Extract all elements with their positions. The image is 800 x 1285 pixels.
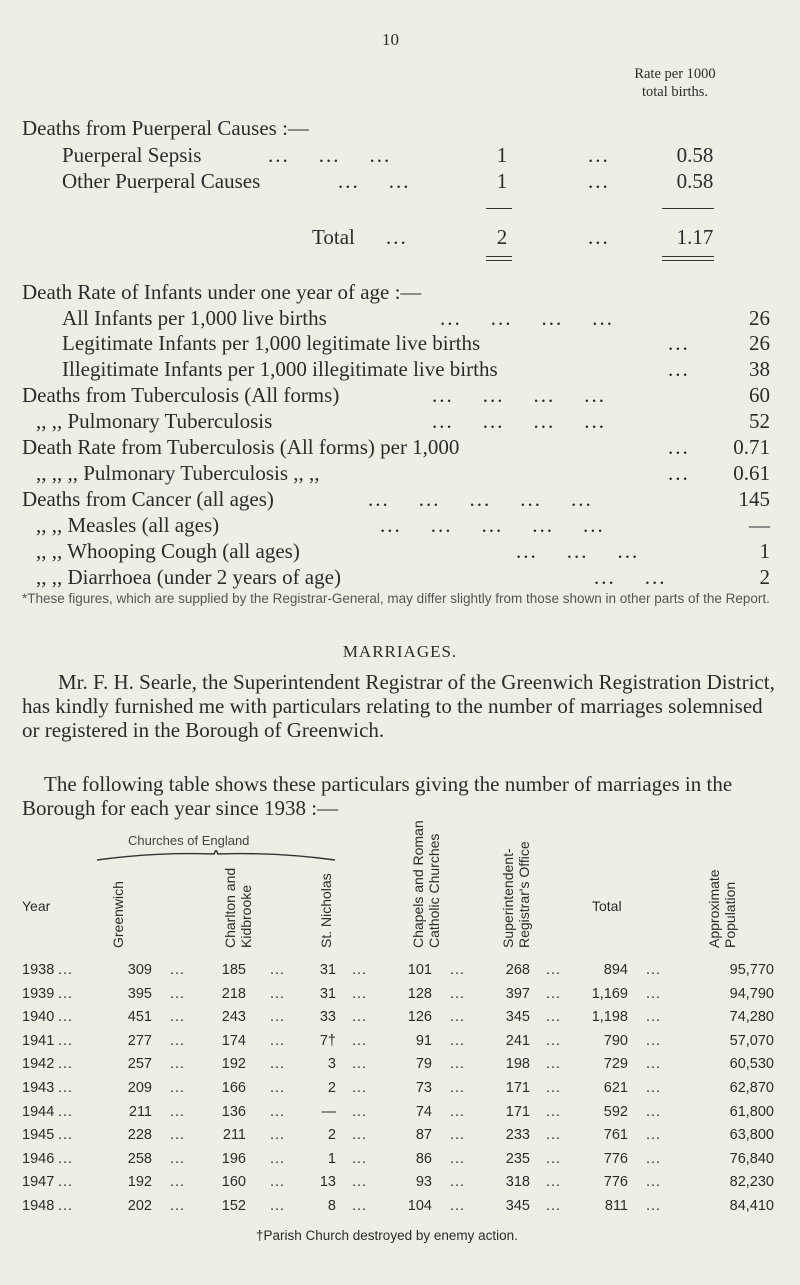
leader-dots: ... (546, 1150, 562, 1167)
cell-year: 1947 (22, 1174, 55, 1191)
cell-stnicholas: 8 (327, 1198, 336, 1214)
leader-dots: ... (450, 1032, 466, 1049)
stat-label: ,, ,, Whooping Cough (all ages) (36, 539, 300, 563)
leader-dots: ... (352, 1056, 368, 1073)
stat-label: Deaths from Cancer (all ages) (22, 487, 274, 511)
cell-total: 761 (603, 1127, 628, 1144)
leader-dots: ... (352, 1032, 368, 1049)
cell-total: 894 (603, 962, 628, 978)
group-brace (96, 850, 336, 862)
leader-dots: ... (546, 1127, 562, 1144)
leader-dots: ... ... ... (268, 143, 392, 167)
stat-value: 52 (749, 409, 770, 433)
cell-population: 84,410 (729, 1198, 774, 1214)
leader-dots: ... (668, 357, 690, 381)
leader-dots: ... (270, 962, 286, 978)
cell-total: 729 (603, 1056, 628, 1073)
leader-dots: ... (170, 1174, 186, 1191)
row-count: 1 (496, 169, 508, 193)
leader-dots: ... (546, 1103, 562, 1120)
leader-dots: ... (546, 1009, 562, 1026)
cell-registrar: 397 (505, 985, 530, 1002)
row-count: 1 (496, 143, 508, 167)
marriages-paragraph-2: The following table shows these particulars giving the number of marriages in the Borough for each year since 1938 :— (22, 772, 733, 820)
cell-year: 1945 (22, 1127, 55, 1144)
rate-double-rule (662, 256, 714, 261)
cell-charlton: 218 (221, 985, 246, 1002)
stat-value: — (749, 513, 770, 537)
leader-dots: ... (646, 1103, 662, 1120)
cell-registrar: 171 (505, 1080, 530, 1096)
leader-dots: ... (352, 962, 368, 978)
cell-population: 57,070 (729, 1032, 774, 1049)
cell-population: 82,230 (729, 1174, 774, 1191)
leader-dots: ... (546, 1174, 562, 1191)
leader-dots: ... ... ... (516, 539, 640, 563)
table-footnote: †Parish Church destroyed by enemy action. (256, 1228, 518, 1243)
cell-total: 776 (603, 1174, 628, 1191)
cell-population: 74,280 (729, 1009, 774, 1026)
cell-stnicholas: 7† (319, 1032, 336, 1049)
leader-dots: ... (58, 1127, 74, 1144)
leader-dots: ... (170, 985, 186, 1002)
cell-year: 1942 (22, 1056, 55, 1073)
leader-dots: ... (646, 1174, 662, 1191)
cell-stnicholas: 3 (327, 1056, 336, 1073)
leader-dots: ... (386, 225, 408, 249)
total-count: 2 (496, 225, 508, 249)
leader-dots: ... (58, 1032, 74, 1049)
stat-label: All Infants per 1,000 live births (62, 306, 327, 330)
cell-stnicholas: 33 (319, 1009, 336, 1026)
leader-dots: ... (352, 1009, 368, 1026)
cell-charlton: 174 (221, 1032, 246, 1049)
header-total: Total (592, 898, 622, 914)
leader-dots: ... ... (338, 169, 411, 193)
infant-heading: Death Rate of Infants under one year of age :— (22, 280, 422, 304)
cell-registrar: 241 (505, 1032, 530, 1049)
cell-population: 61,800 (729, 1103, 774, 1120)
count-rule (486, 208, 512, 209)
leader-dots: ... ... ... ... ... (368, 487, 593, 511)
leader-dots: ... (546, 1056, 562, 1073)
leader-dots: ... ... (594, 565, 667, 589)
leader-dots: ... (450, 1198, 466, 1214)
leader-dots: ... (170, 962, 186, 978)
leader-dots: ... (546, 962, 562, 978)
cell-charlton: 243 (221, 1009, 246, 1026)
stat-value: 38 (749, 357, 770, 381)
cell-registrar: 345 (505, 1198, 530, 1214)
leader-dots: ... (58, 1103, 74, 1120)
cell-chapels: 128 (407, 985, 432, 1002)
cell-registrar: 345 (505, 1009, 530, 1026)
cell-chapels: 87 (415, 1127, 432, 1144)
leader-dots: ... (588, 143, 610, 167)
leader-dots: ... (270, 1127, 286, 1144)
row-rate: 0.58 (676, 169, 714, 193)
leader-dots: ... (546, 1198, 562, 1214)
cell-registrar: 318 (505, 1174, 530, 1191)
leader-dots: ... (352, 1080, 368, 1096)
leader-dots: ... (270, 1009, 286, 1026)
cell-chapels: 73 (415, 1080, 432, 1096)
cell-year: 1939 (22, 985, 55, 1002)
cell-greenwich: 209 (127, 1080, 152, 1096)
stat-value: 1 (759, 539, 770, 563)
footnote: *These figures, which are supplied by the Registrar-General, may differ slightly from those shown in other parts of the Report. (22, 591, 770, 606)
leader-dots: ... (450, 1103, 466, 1120)
leader-dots: ... (352, 1127, 368, 1144)
marriages-paragraph-1: Mr. F. H. Searle, the Superintendent Registrar of the Greenwich Registration District, has kindly furnished me with particulars relating to the number of marriages solemnised or registered in the Borough of Greenwich. (22, 670, 775, 742)
leader-dots: ... (646, 1080, 662, 1096)
leader-dots: ... (450, 962, 466, 978)
cell-stnicholas: 31 (319, 962, 336, 978)
leader-dots: ... (450, 1174, 466, 1191)
cell-greenwich: 395 (127, 985, 152, 1002)
leader-dots: ... (58, 1198, 74, 1214)
cell-chapels: 101 (407, 962, 432, 978)
leader-dots: ... (646, 1127, 662, 1144)
leader-dots: ... (546, 1080, 562, 1096)
cell-total: 592 (603, 1103, 628, 1120)
marriages-heading: MARRIAGES. (342, 642, 458, 661)
cell-population: 63,800 (729, 1127, 774, 1144)
cell-population: 95,770 (729, 962, 774, 978)
leader-dots: ... (58, 1056, 74, 1073)
cell-greenwich: 277 (127, 1032, 152, 1049)
leader-dots: ... (546, 1032, 562, 1049)
cell-total: 1,169 (591, 985, 628, 1002)
cell-year: 1941 (22, 1032, 55, 1049)
leader-dots: ... (270, 1150, 286, 1167)
row-rate: 0.58 (676, 143, 714, 167)
leader-dots: ... (352, 1150, 368, 1167)
cell-charlton: 211 (222, 1127, 246, 1144)
cell-total: 776 (603, 1150, 628, 1167)
cell-population: 62,870 (729, 1080, 774, 1096)
leader-dots: ... (270, 1198, 286, 1214)
leader-dots: ... (58, 1174, 74, 1191)
cell-total: 811 (604, 1198, 628, 1214)
cell-stnicholas: 1 (327, 1150, 336, 1167)
cell-greenwich: 257 (127, 1056, 152, 1073)
leader-dots: ... (352, 1174, 368, 1191)
leader-dots: ... (270, 1103, 286, 1120)
leader-dots: ... (352, 1103, 368, 1120)
cell-registrar: 268 (505, 962, 530, 978)
cell-registrar: 171 (505, 1103, 530, 1120)
leader-dots: ... ... ... ... ... (380, 513, 605, 537)
cell-population: 94,790 (729, 985, 774, 1002)
cell-registrar: 198 (505, 1056, 530, 1073)
header-population: Approximate Population (706, 869, 738, 948)
cell-greenwich: 192 (127, 1174, 152, 1191)
cell-greenwich: 211 (128, 1103, 152, 1120)
header-year: Year (22, 898, 51, 914)
group-header: Churches of England (128, 833, 250, 848)
leader-dots: ... (646, 1032, 662, 1049)
leader-dots: ... (450, 1127, 466, 1144)
stat-value: 0.71 (733, 435, 770, 459)
leader-dots: ... (170, 1103, 186, 1120)
cell-charlton: 152 (221, 1198, 246, 1214)
cell-charlton: 166 (221, 1080, 246, 1096)
cell-registrar: 233 (505, 1127, 530, 1144)
leader-dots: ... (668, 331, 690, 355)
leader-dots: ... (170, 1009, 186, 1026)
leader-dots: ... (646, 962, 662, 978)
leader-dots: ... (270, 1056, 286, 1073)
page-number: 10 (382, 30, 399, 49)
cell-charlton: 185 (221, 962, 246, 978)
cell-total: 790 (603, 1032, 628, 1049)
puerperal-heading: Deaths from Puerperal Causes :— (22, 116, 309, 140)
leader-dots: ... ... ... ... (432, 383, 606, 407)
leader-dots: ... (170, 1032, 186, 1049)
leader-dots: ... (58, 1080, 74, 1096)
cell-year: 1948 (22, 1198, 55, 1214)
cell-chapels: 74 (415, 1103, 432, 1120)
leader-dots: ... (270, 1174, 286, 1191)
stat-label: ,, ,, Diarrhoea (under 2 years of age) (36, 565, 341, 589)
cell-chapels: 86 (415, 1150, 432, 1167)
cell-total: 1,198 (591, 1009, 628, 1026)
row-label: Other Puerperal Causes (62, 169, 261, 193)
stat-value: 60 (749, 383, 770, 407)
header-greenwich: Greenwich (110, 881, 126, 948)
leader-dots: ... (170, 1080, 186, 1096)
leader-dots: ... (546, 985, 562, 1002)
leader-dots: ... (450, 1009, 466, 1026)
rate-rule (662, 208, 714, 209)
leader-dots: ... (170, 1056, 186, 1073)
leader-dots: ... ... ... ... (432, 409, 606, 433)
cell-population: 76,840 (729, 1150, 774, 1167)
leader-dots: ... (352, 985, 368, 1002)
stat-value: 26 (749, 306, 770, 330)
cell-charlton: 160 (221, 1174, 246, 1191)
cell-year: 1946 (22, 1150, 55, 1167)
total-rate: 1.17 (676, 225, 714, 249)
cell-chapels: 104 (407, 1198, 432, 1214)
cell-registrar: 235 (505, 1150, 530, 1167)
cell-year: 1940 (22, 1009, 55, 1026)
leader-dots: ... (58, 985, 74, 1002)
header-chapels: Chapels and Roman Catholic Churches (410, 820, 442, 948)
leader-dots: ... (170, 1198, 186, 1214)
leader-dots: ... (588, 169, 610, 193)
leader-dots: ... (58, 1009, 74, 1026)
leader-dots: ... (588, 225, 610, 249)
stat-label: Illegitimate Infants per 1,000 illegitimate live births (62, 357, 498, 381)
count-double-rule (486, 256, 512, 261)
rate-header-line-2: total births. (641, 84, 709, 100)
header-charlton: Charlton and Kidbrooke (222, 867, 254, 948)
cell-stnicholas: 2 (327, 1127, 336, 1144)
leader-dots: ... (450, 1080, 466, 1096)
cell-greenwich: 309 (127, 962, 152, 978)
cell-chapels: 91 (415, 1032, 432, 1049)
leader-dots: ... (450, 985, 466, 1002)
cell-year: 1943 (22, 1080, 55, 1096)
cell-total: 621 (603, 1080, 628, 1096)
cell-year: 1944 (22, 1103, 55, 1120)
leader-dots: ... (668, 461, 690, 485)
leader-dots: ... (170, 1150, 186, 1167)
cell-year: 1938 (22, 962, 55, 978)
leader-dots: ... (58, 962, 74, 978)
cell-stnicholas: — (321, 1103, 336, 1120)
total-label: Total (312, 225, 355, 249)
leader-dots: ... (450, 1150, 466, 1167)
cell-chapels: 93 (415, 1174, 432, 1191)
stat-value: 145 (738, 487, 770, 511)
stat-label: Death Rate from Tuberculosis (All forms) per 1,000 (22, 435, 460, 459)
stat-value: 26 (749, 331, 770, 355)
cell-charlton: 196 (221, 1150, 246, 1167)
cell-greenwich: 202 (127, 1198, 152, 1214)
leader-dots: ... (646, 1150, 662, 1167)
leader-dots: ... (270, 985, 286, 1002)
leader-dots: ... (270, 1080, 286, 1096)
leader-dots: ... ... ... ... (440, 306, 614, 330)
leader-dots: ... (646, 1009, 662, 1026)
stat-label: ,, ,, Pulmonary Tuberculosis (36, 409, 273, 433)
leader-dots: ... (646, 985, 662, 1002)
leader-dots: ... (646, 1056, 662, 1073)
leader-dots: ... (58, 1150, 74, 1167)
cell-greenwich: 228 (127, 1127, 152, 1144)
cell-stnicholas: 31 (319, 985, 336, 1002)
cell-chapels: 79 (415, 1056, 432, 1073)
cell-charlton: 192 (221, 1056, 246, 1073)
cell-greenwich: 258 (127, 1150, 152, 1167)
leader-dots: ... (270, 1032, 286, 1049)
stat-value: 2 (759, 565, 770, 589)
stat-label: Legitimate Infants per 1,000 legitimate live births (62, 331, 481, 355)
leader-dots: ... (450, 1056, 466, 1073)
cell-charlton: 136 (221, 1103, 246, 1120)
leader-dots: ... (668, 435, 690, 459)
leader-dots: ... (170, 1127, 186, 1144)
header-stnicholas: St. Nicholas (318, 873, 334, 948)
stat-label: Deaths from Tuberculosis (All forms) (22, 383, 340, 407)
cell-stnicholas: 13 (319, 1174, 336, 1191)
cell-stnicholas: 2 (327, 1080, 336, 1096)
leader-dots: ... (646, 1198, 662, 1214)
stat-label: ,, ,, ,, Pulmonary Tuberculosis ,, ,, (36, 461, 320, 485)
stat-value: 0.61 (733, 461, 770, 485)
row-label: Puerperal Sepsis (62, 143, 202, 167)
rate-header-line-1: Rate per 1000 (634, 66, 716, 82)
cell-greenwich: 451 (127, 1009, 152, 1026)
stat-label: ,, ,, Measles (all ages) (36, 513, 220, 537)
cell-population: 60,530 (729, 1056, 774, 1073)
cell-chapels: 126 (407, 1009, 432, 1026)
header-registrar: Superintendent- Registrar's Office (500, 841, 532, 948)
leader-dots: ... (352, 1198, 368, 1214)
